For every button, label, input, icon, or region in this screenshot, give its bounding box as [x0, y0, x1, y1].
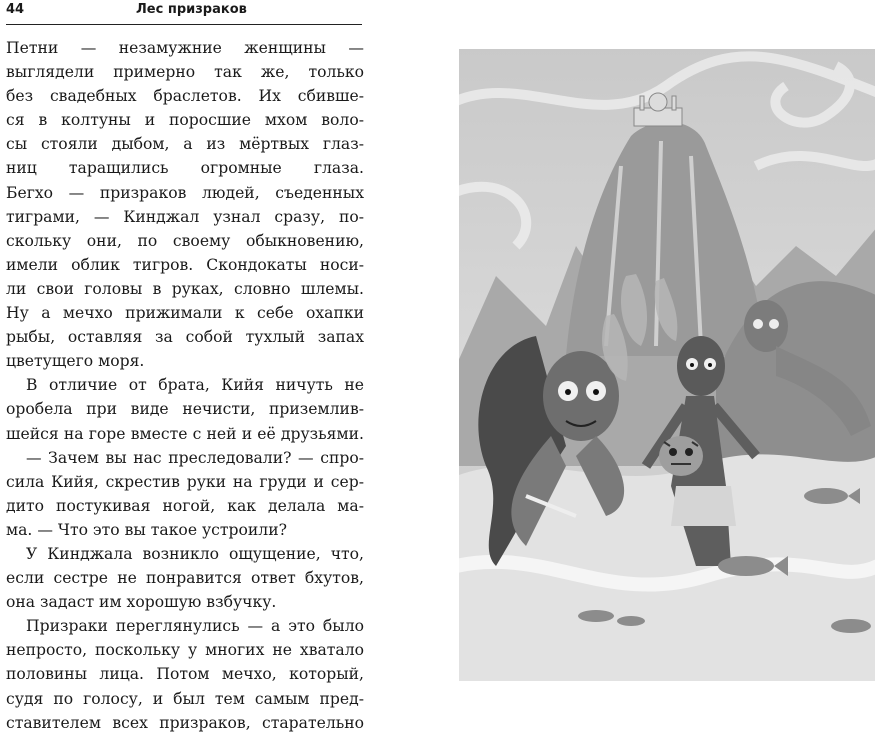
text-line: Петни — незамужние женщины — — [6, 39, 364, 57]
text-line: тиграми, — Кинджал узнал сразу, по- — [6, 207, 364, 226]
page-header — [6, 0, 362, 25]
palace — [634, 93, 682, 126]
text-line: сы стояли дыбом, а из мёртвых глаз- — [6, 135, 364, 154]
text-line: Призраки переглянулись — а это было — [26, 617, 364, 636]
text-line: цветущего моря. — [6, 352, 145, 371]
text-line: выглядели примерно так же, только — [6, 63, 364, 82]
text-line: Ну а мечхо прижимали к себе охапки — [6, 304, 364, 323]
text-line: ли свои головы в руках, словно шлемы. — [6, 279, 364, 298]
text-line: шейся на горе вместе с ней и её друзьями. — [6, 424, 364, 443]
text-line: ма. — Что это вы такое устроили? — [6, 520, 287, 539]
tiger-ghost — [659, 436, 703, 476]
text-line: У Кинджала возникло ощущение, что, — [26, 544, 364, 563]
text-line: скольку они, по своему обыкновению, — [6, 231, 364, 250]
text-line: имели облик тигров. Скондокаты носи- — [6, 255, 364, 274]
text-line: сила Кийя, скрестив руки на груди и сер- — [6, 472, 364, 491]
body-text — [6, 36, 364, 735]
page-number: 44 — [6, 2, 25, 17]
ghost-forest-illustration — [456, 46, 878, 684]
text-line: дито постукивая ногой, как делала ма- — [6, 496, 364, 515]
text-line: Бегхо — призраков людей, съеденных — [6, 183, 364, 202]
text-line: ся в колтуны и поросшие мхом воло- — [6, 111, 364, 130]
text-line: В отличие от брата, Кийя ничуть не — [26, 376, 364, 395]
text-line: если сестре не понравится ответ бхутов, — [6, 569, 364, 588]
text-line: ставителем всех призраков, старательно — [6, 713, 364, 732]
text-line: ниц таращились огромные глаза. — [6, 159, 364, 178]
text-line: — Зачем вы нас преследовали? — спро- — [26, 448, 364, 467]
text-line: она задаст им хорошую взбучку. — [6, 593, 277, 612]
text-line: непросто, поскольку у многих не хватало — [6, 641, 364, 660]
text-line: без свадебных браслетов. Их сбивше- — [6, 87, 364, 106]
text-line: рыбы, оставляя за собой тухлый запах — [6, 328, 364, 347]
text-line: оробела при виде нечисти, приземлив- — [6, 400, 364, 419]
running-title: Лес призраков — [136, 2, 247, 17]
text-line: судя по голосу, и был тем самым пред- — [6, 689, 364, 708]
text-line: половины лица. Потом мечхо, который, — [6, 665, 364, 684]
